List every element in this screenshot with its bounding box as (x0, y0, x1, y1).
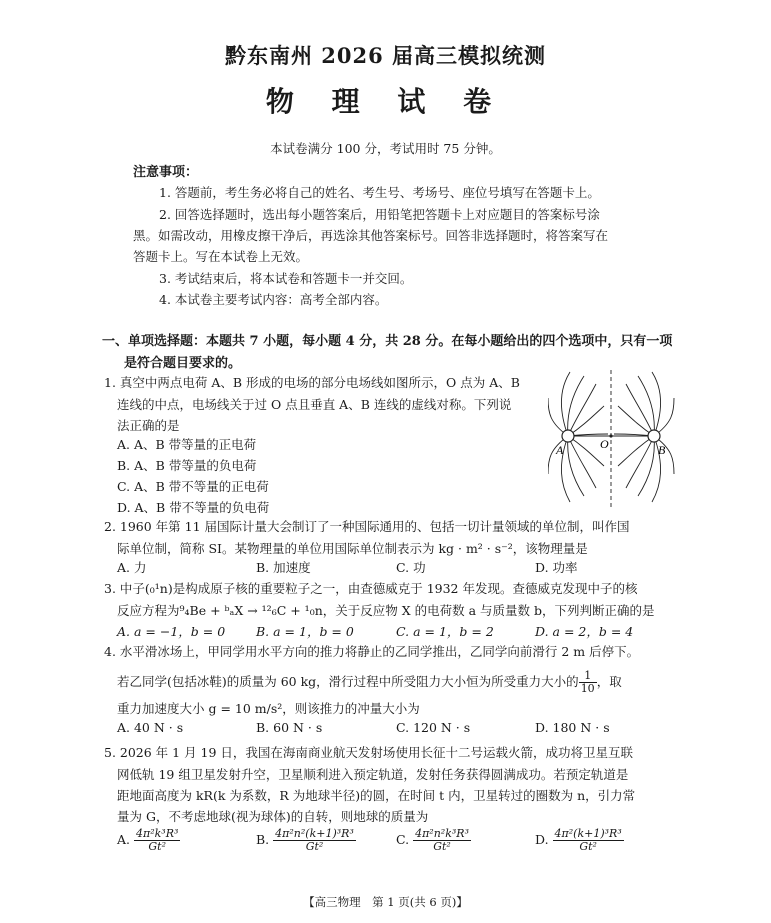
q5-option-c-num: 4π²n²k³R³ (415, 827, 469, 840)
notice-line-1: 1. 答题前，考生务必将自己的姓名、考生号、考场号、座位号填写在答题卡上。 (159, 185, 600, 200)
q3-line-1: 3. 中子(₀¹n)是构成原子核的重要粒子之一，由查德威克于 1932 年发现。查德威克发现中子的核 (104, 581, 638, 596)
page-footer: 【高三物理 第 1 页(共 6 页)】 (303, 895, 468, 909)
q4-line-2-post: ，取 (596, 674, 622, 689)
notice-line-3: 黑。如需改动，用橡皮擦干净后，再选涂其他答案标号。回答非选择题时，将答案写在 (133, 228, 609, 243)
notice-heading: 注意事项： (133, 165, 199, 180)
notice-line-5: 3. 考试结束后，将本试卷和答题卡一并交回。 (159, 271, 413, 286)
q5-option-a-letter: A. (117, 832, 131, 847)
q4-line-2 (117, 670, 622, 695)
q5-option-c (396, 828, 471, 853)
q5-option-b-letter: B. (256, 832, 270, 847)
q1-electric-field-figure (548, 368, 678, 510)
q5-option-b-frac (273, 828, 356, 853)
q5-option-d-den: Gt² (579, 840, 597, 853)
q5-option-a-frac (134, 828, 180, 853)
q5-option-a-num: 4π²k³R³ (136, 827, 179, 840)
q5-option-c-frac (413, 828, 471, 853)
q5-option-c-letter: C. (396, 832, 410, 847)
q4-option-a: A. 40 N · s (117, 720, 184, 735)
q2-option-d: D. 功率 (535, 560, 578, 575)
q4-line-3: 重力加速度大小 g = 10 m/s²，则该推力的冲量大小为 (117, 701, 420, 716)
q5-option-b-num: 4π²n²(k+1)³R³ (275, 827, 354, 840)
q5-line-1: 5. 2026 年 1 月 19 日，我国在海南商业航天发射场使用长征十二号运载火箭，成功将卫星互联 (104, 745, 633, 760)
q5-option-d-letter: D. (535, 832, 549, 847)
q5-option-b (256, 828, 356, 853)
q4-option-c: C. 120 N · s (396, 720, 471, 735)
q1-option-b: B. A、B 带等量的负电荷 (117, 458, 257, 473)
notice-line-2: 2. 回答选择题时，选出每小题答案后，用铅笔把答题卡上对应题目的答案标号涂 (159, 207, 600, 222)
q5-line-3: 距地面高度为 kR(k 为系数，R 为地球半径)的圆，在时间 t 内，卫星转过的圈数为 n，引力常 (117, 788, 636, 803)
label-o: O (600, 437, 609, 451)
label-a: A (556, 443, 564, 457)
q3-option-d: D. a = 2，b = 4 (535, 624, 634, 639)
q3-option-b: B. a = 1，b = 0 (256, 624, 354, 639)
q4-line-2-pre: 若乙同学(包括冰鞋)的质量为 60 kg，滑行过程中所受阻力大小恒为所受重力大小的 (117, 674, 579, 689)
q1-line-1: 1. 真空中两点电荷 A、B 形成的电场的部分电场线如图所示，O 点为 A、B (104, 375, 520, 390)
q5-option-d (535, 828, 624, 853)
q3-option-a: A. a = −1，b = 0 (117, 624, 226, 639)
exam-title-region: 黔东南州 2026 届高三模拟统测 (224, 43, 547, 68)
q5-option-a (117, 828, 180, 853)
q1-option-d: D. A、B 带不等量的负电荷 (117, 500, 270, 515)
exam-title-subject: 物 理 试 卷 (265, 85, 506, 118)
section-heading-line2: 是符合题目要求的。 (124, 356, 242, 371)
exam-info: 本试卷满分 100 分，考试用时 75 分钟。 (270, 141, 501, 156)
charge-b (648, 430, 660, 442)
q1-option-a: A. A、B 带等量的正电荷 (117, 437, 257, 452)
q3-line-2: 反应方程为⁹₄Be + ᵇₐX → ¹²₆C + ¹₀n，关于反应物 X 的电荷数 a 与质量数 b，下列判断正确的是 (117, 603, 655, 618)
q5-option-c-den: Gt² (433, 840, 451, 853)
q5-option-d-frac (553, 828, 624, 853)
q2-line-2: 际单位制，简称 SI。某物理量的单位用国际单位制表示为 kg · m² · s⁻²，该物理量是 (117, 541, 588, 556)
q3-option-c: C. a = 1，b = 2 (396, 624, 494, 639)
label-b: B (658, 443, 666, 457)
q4-option-d: D. 180 N · s (535, 720, 610, 735)
q5-line-4: 量为 G，不考虑地球(视为球体)的自转，则地球的质量为 (117, 809, 429, 824)
q5-option-d-num: 4π²(k+1)³R³ (554, 827, 622, 840)
q4-line-1: 4. 水平滑冰场上，甲同学用水平方向的推力将静止的乙同学推出，乙同学向前滑行 2 m 后停下。 (104, 644, 640, 659)
charge-a (562, 430, 574, 442)
q1-line-2: 连线的中点，电场线关于过 O 点且垂直 A、B 连线的虚线对称。下列说 (117, 397, 512, 412)
q2-line-1: 2. 1960 年第 11 届国际计量大会制订了一种国际通用的、包括一切计量领域的单位制，叫作国 (104, 519, 630, 534)
q5-option-a-den: Gt² (148, 840, 167, 853)
q4-option-b: B. 60 N · s (256, 720, 323, 735)
q4-fraction (579, 670, 597, 695)
q2-option-a: A. 力 (117, 560, 147, 575)
q2-option-c: C. 功 (396, 560, 426, 575)
q1-option-c: C. A、B 带不等量的正电荷 (117, 479, 269, 494)
q4-frac-den: 10 (580, 682, 595, 695)
q2-option-b: B. 加速度 (256, 560, 311, 575)
q4-frac-num: 1 (579, 670, 597, 683)
notice-line-6: 4. 本试卷主要考试内容：高考全部内容。 (159, 292, 388, 307)
notice-line-4: 答题卡上。写在本试卷上无效。 (133, 249, 309, 264)
q5-option-b-den: Gt² (305, 840, 324, 853)
q1-line-3: 法正确的是 (117, 418, 180, 433)
section-heading-line1: 一、单项选择题：本题共 7 小题，每小题 4 分，共 28 分。在每小题给出的四个选项中，只有一项 (102, 334, 673, 349)
q5-line-2: 网低轨 19 组卫星发射升空，卫星顺利进入预定轨道，发射任务获得圆满成功。若预定轨道是 (117, 767, 629, 782)
